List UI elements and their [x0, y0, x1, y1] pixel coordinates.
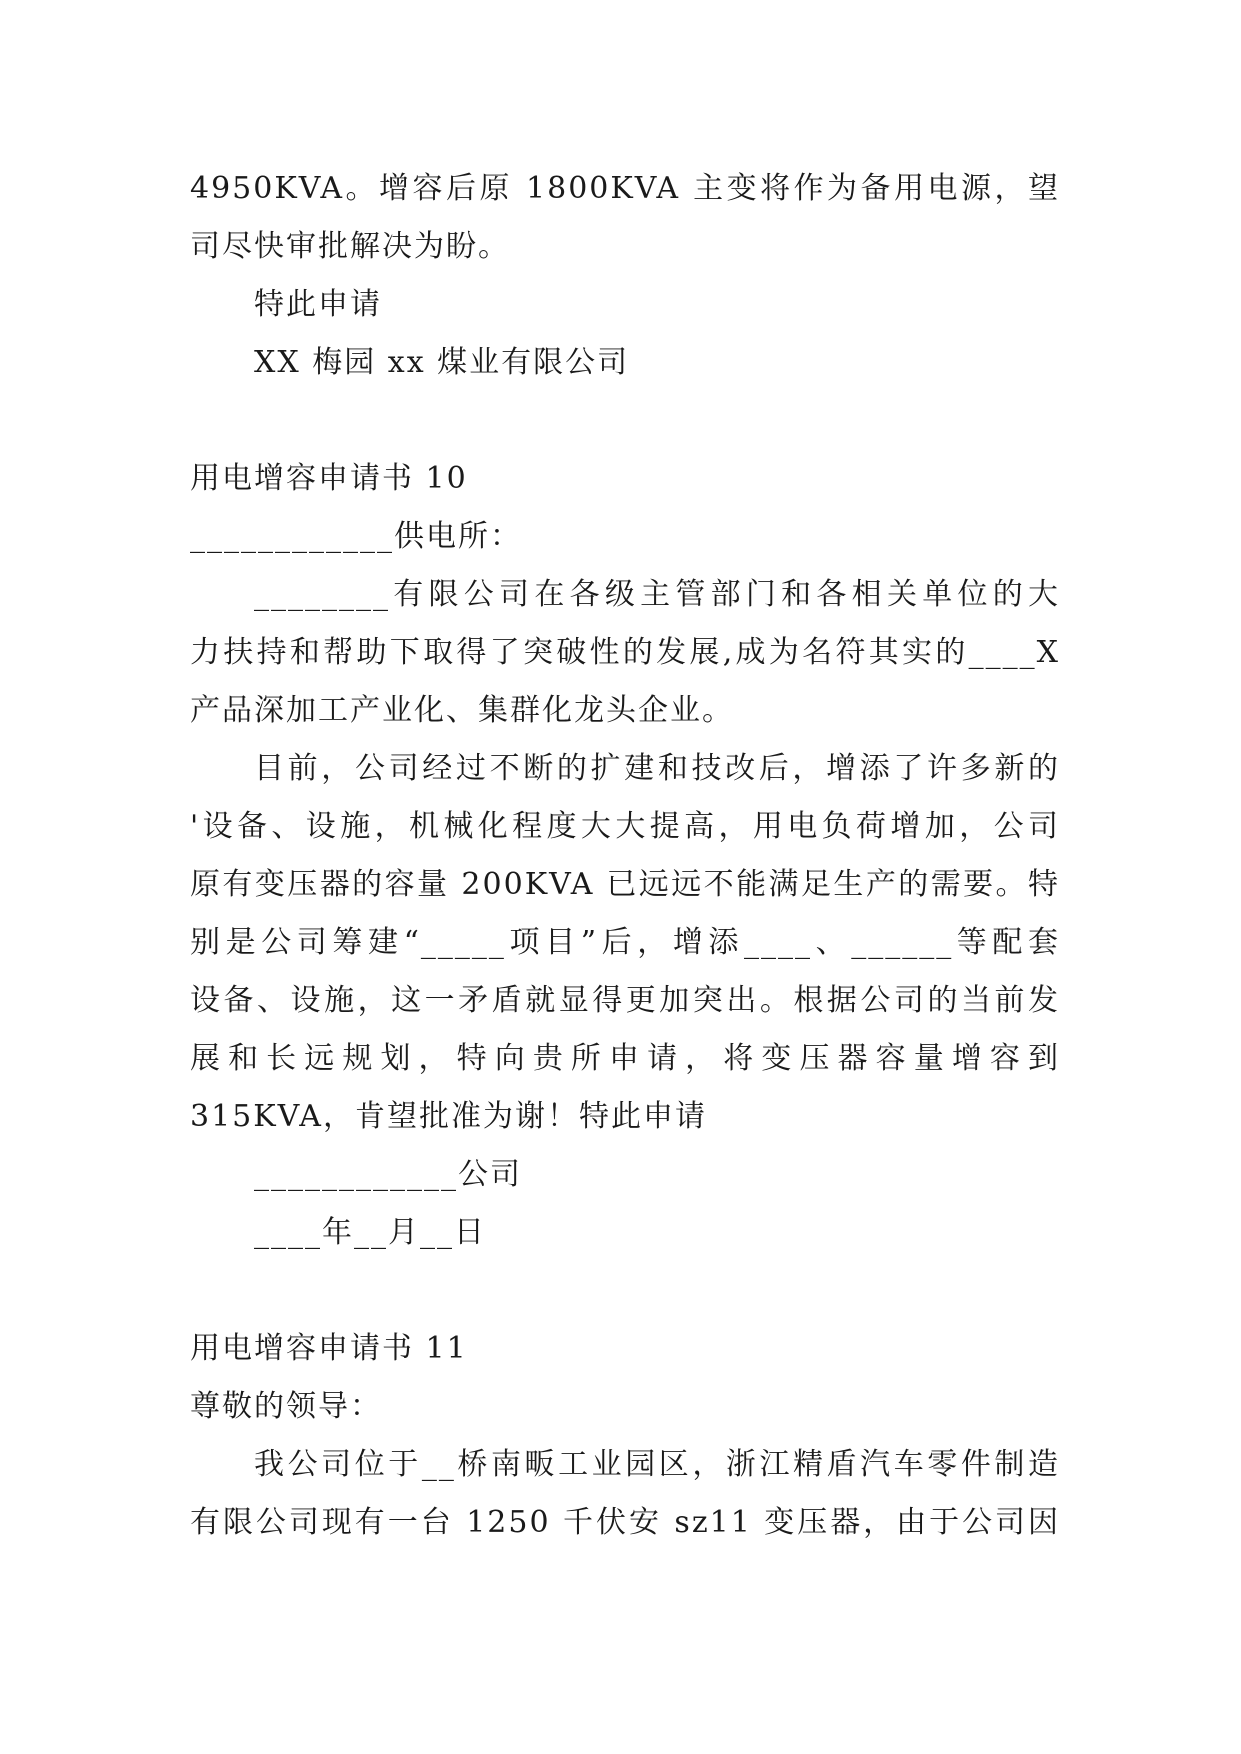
text-line: 展和长远规划，特向贵所申请，将变压器容量增容到: [190, 1041, 1060, 1076]
text-line: 有限公司现有一台 1250 千伏安 sz11 变压器，由于公司因: [190, 1505, 1060, 1540]
text-line: ________有限公司在各级主管部门和各相关单位的大: [254, 577, 1060, 612]
text-line: 产品深加工产业化、集群化龙头企业。: [190, 693, 734, 728]
text-line: 司尽快审批解决为盼。: [190, 229, 510, 264]
text-line: 我公司位于__桥南畈工业园区，浙江精盾汽车零件制造: [254, 1447, 1060, 1482]
section-gap: [190, 392, 1060, 450]
section-title: 用电增容申请书 10: [190, 461, 468, 496]
section-gap: [190, 1262, 1060, 1320]
text-line: 目前，公司经过不断的扩建和技改后，增添了许多新的: [254, 751, 1060, 786]
document-page: [190, 160, 1060, 1552]
signature-company: ____________公司: [254, 1157, 522, 1192]
text-line: 设备、设施，这一矛盾就显得更加突出。根据公司的当前发: [190, 983, 1060, 1018]
section-title: 用电增容申请书 11: [190, 1331, 468, 1366]
addressee: ____________供电所：: [190, 519, 522, 554]
signature-company: XX 梅园 xx 煤业有限公司: [254, 345, 630, 380]
text-line: 4950KVA。增容后原 1800KVA 主变将作为备用电源，望: [190, 171, 1060, 206]
signature-date: ____年__月__日: [254, 1215, 486, 1250]
addressee: 尊敬的领导：: [190, 1389, 382, 1424]
text-line: '设备、设施，机械化程度大大提高，用电负荷增加，公司: [190, 809, 1060, 844]
text-line: 别是公司筹建“_____项目”后，增添____、______等配套: [190, 925, 1060, 960]
closing-text: 特此申请: [254, 287, 382, 322]
text-line: 原有变压器的容量 200KVA 已远远不能满足生产的需要。特: [190, 867, 1060, 902]
text-line: 力扶持和帮助下取得了突破性的发展,成为名符其实的____X: [190, 635, 1060, 670]
text-line: 315KVA，肯望批准为谢！特此申请: [190, 1099, 707, 1134]
